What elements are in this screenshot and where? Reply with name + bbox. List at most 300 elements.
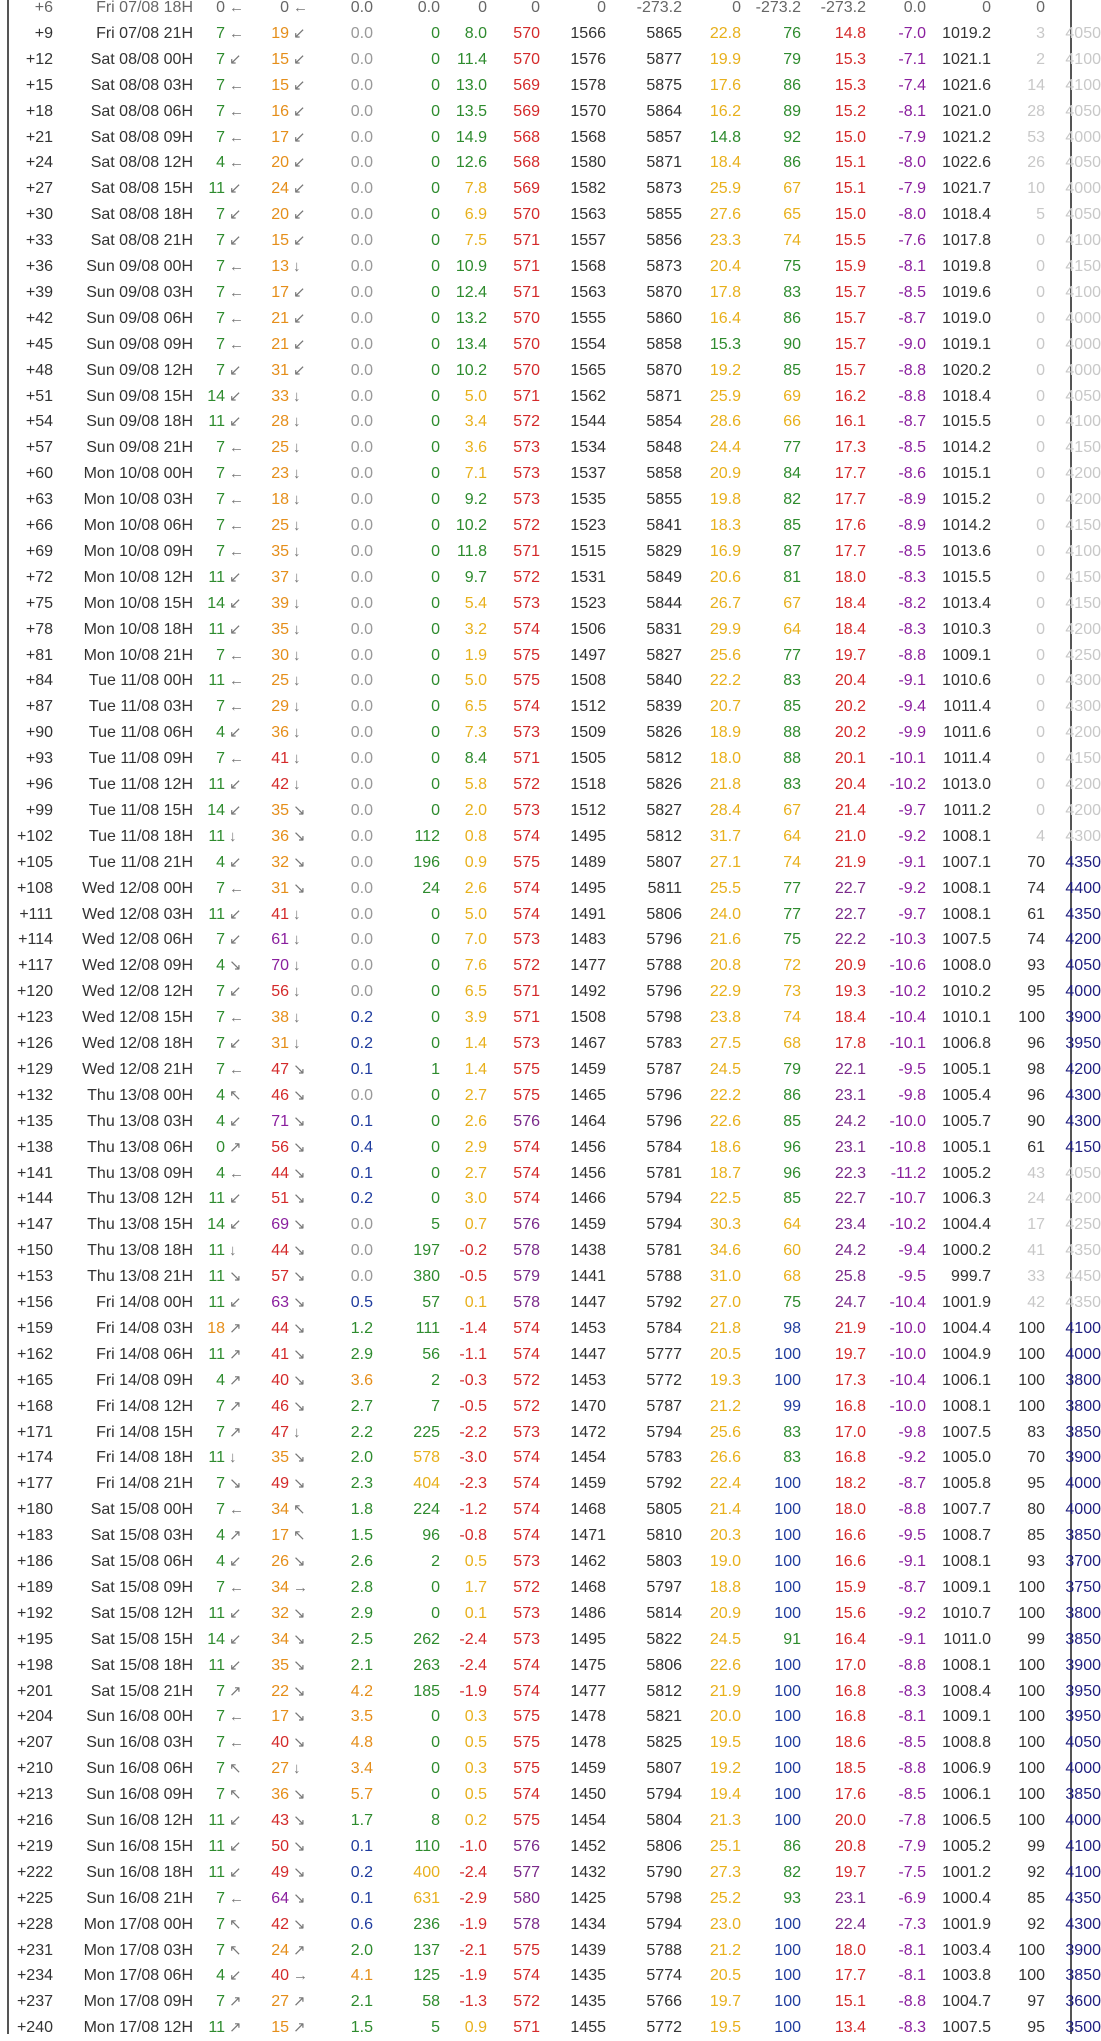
step-cell: +135 xyxy=(16,1112,53,1130)
pressure-cell: 1005.0 xyxy=(942,1449,991,1467)
gust-dir-icon: ↘ xyxy=(293,1242,306,1260)
spread-cell: -10.2 xyxy=(889,1216,926,1234)
temperature-cell: 25.5 xyxy=(709,879,741,897)
thickness-cell: 574 xyxy=(513,827,540,845)
spread-cell: -8.1 xyxy=(898,1708,926,1726)
date-cell: Wed 12/08 18H xyxy=(82,1035,193,1052)
table-row xyxy=(9,280,1101,306)
precipitation-cell: 2.0 xyxy=(350,1449,373,1467)
dewpoint-cell: 21.4 xyxy=(834,801,866,819)
dewpoint-cell: 17.7 xyxy=(834,1967,866,1985)
humidity-cell: 100 xyxy=(774,1656,801,1674)
lifted-index-cell: -1.4 xyxy=(459,1319,487,1337)
lifted-index-cell: 3.9 xyxy=(464,1009,487,1027)
gust-speed-cell: 56 xyxy=(271,983,289,1001)
gust-dir-icon: ↙ xyxy=(293,24,306,42)
gust-speed-cell: 44 xyxy=(271,1319,289,1337)
convection-cell: 631 xyxy=(413,1889,440,1907)
cloud-cover-cell: 92 xyxy=(1027,1915,1045,1933)
step-cell: +18 xyxy=(25,102,53,120)
freezing-level-cell: 4200 xyxy=(1065,1190,1101,1208)
height-850-cell: 1565 xyxy=(570,361,606,379)
gust-speed-cell: 17 xyxy=(271,1527,289,1545)
date-cell: Wed 12/08 03H xyxy=(82,905,193,923)
height-500-cell: 5794 xyxy=(646,1915,682,1933)
temperature-cell: 20.5 xyxy=(709,1967,741,1985)
lifted-index-cell: -2.4 xyxy=(459,1863,487,1881)
thickness-cell: 575 xyxy=(513,853,540,871)
date-cell: Fri 14/08 12H xyxy=(96,1397,193,1415)
table-row xyxy=(9,1730,1101,1756)
gust-dir-icon: ↙ xyxy=(293,232,306,250)
lifted-index-cell: -2.4 xyxy=(459,1630,487,1648)
pressure-cell: 1011.4 xyxy=(943,750,991,768)
lifted-index-cell: 1.4 xyxy=(464,1060,487,1078)
lifted-index-cell: 13.4 xyxy=(455,335,487,353)
height-850-cell: 1489 xyxy=(570,853,606,871)
height-850-cell: 1478 xyxy=(570,1734,606,1752)
gust-dir-icon: → xyxy=(293,1578,308,1596)
pressure-cell: 1003.8 xyxy=(942,1967,991,1985)
gust-speed-cell: 24 xyxy=(271,1941,289,1959)
freezing-level-cell: 3900 xyxy=(1065,1941,1101,1959)
height-850-cell: 1432 xyxy=(570,1863,606,1881)
convection-cell: 24 xyxy=(422,879,440,897)
height-850-cell: 1466 xyxy=(570,1190,606,1208)
freezing-level-cell: 4000 xyxy=(1065,180,1101,198)
dewpoint-cell: 22.4 xyxy=(834,1915,866,1933)
step-cell: +234 xyxy=(16,1967,53,1985)
spread-cell: -10.4 xyxy=(889,1294,926,1311)
precipitation-cell: 0.0 xyxy=(350,387,373,405)
lifted-index-cell: 6.9 xyxy=(464,206,487,224)
date-cell: Wed 12/08 00H xyxy=(82,879,193,897)
thickness-cell: 575 xyxy=(513,1812,540,1829)
table-row xyxy=(9,902,1101,928)
freezing-level-cell: 3800 xyxy=(1065,1604,1101,1622)
cloud-cover-cell: 0 xyxy=(1036,335,1045,353)
height-850-cell: 1477 xyxy=(570,957,606,975)
date-cell: Sat 15/08 12H xyxy=(90,1604,193,1622)
height-850-cell: 1483 xyxy=(570,931,606,949)
pressure-cell: 1015.5 xyxy=(942,413,991,431)
pressure-cell: 1006.1 xyxy=(942,1786,991,1804)
dewpoint-cell: 16.1 xyxy=(834,413,866,431)
spread-cell: -8.7 xyxy=(898,413,926,431)
cloud-cover-cell: 61 xyxy=(1027,905,1045,923)
temperature-cell: 27.1 xyxy=(709,853,741,871)
thickness-cell: 573 xyxy=(513,594,540,612)
humidity-cell: 86 xyxy=(783,309,801,327)
wind-speed-cell: 4 xyxy=(216,154,225,172)
precipitation-cell: 0.0 xyxy=(350,50,373,68)
temperature-cell: 19.3 xyxy=(709,1371,741,1389)
height-500-cell: 5844 xyxy=(646,594,682,612)
gust-speed-cell: 46 xyxy=(271,1397,289,1415)
spread-cell: -9.2 xyxy=(898,827,926,845)
step-cell: +141 xyxy=(16,1164,53,1182)
cloud-cover-cell: 0 xyxy=(1036,439,1045,457)
cloud-cover-cell: 100 xyxy=(1018,1345,1045,1363)
humidity-cell: 100 xyxy=(774,1345,801,1363)
height-850-cell: 1505 xyxy=(570,750,606,768)
gust-speed-cell: 35 xyxy=(271,801,289,819)
wind-speed-cell: 11 xyxy=(208,672,225,690)
gust-speed-cell: 32 xyxy=(271,1604,289,1622)
humidity-cell: 88 xyxy=(783,724,801,742)
precipitation-cell: 0.0 xyxy=(350,853,373,871)
date-cell: Wed 12/08 09H xyxy=(82,957,193,975)
pressure-cell: 1005.8 xyxy=(942,1475,991,1493)
dewpoint-cell: 20.8 xyxy=(834,1837,866,1855)
wind-speed-cell: 7 xyxy=(216,1889,225,1907)
convection-cell: 0 xyxy=(431,258,440,275)
convection-cell: 110 xyxy=(414,1837,440,1855)
lifted-index-cell: 11.8 xyxy=(457,542,487,560)
freezing-level-cell: 4000 xyxy=(1065,983,1101,1001)
dewpoint-cell: 24.7 xyxy=(834,1294,866,1311)
gust-dir-icon: ↓ xyxy=(293,1035,301,1052)
thickness-cell: 578 xyxy=(513,1294,540,1311)
table-row xyxy=(9,1523,1101,1549)
table-row xyxy=(9,1420,1101,1446)
gust-speed-cell: 41 xyxy=(271,750,289,768)
wind-dir-icon: ↙ xyxy=(229,361,242,379)
thickness-cell: 573 xyxy=(513,491,540,509)
freezing-level-cell: 4350 xyxy=(1065,905,1101,923)
humidity-cell: 100 xyxy=(774,1734,801,1752)
table-row xyxy=(9,927,1101,953)
freezing-level-cell: 3850 xyxy=(1065,1423,1101,1441)
height-850-cell: 1512 xyxy=(570,801,606,819)
thickness-cell: 574 xyxy=(513,1682,540,1700)
pressure-cell: 1009.1 xyxy=(942,1708,991,1726)
humidity-cell: 79 xyxy=(783,1060,801,1078)
height-850-cell: 1486 xyxy=(570,1604,606,1622)
height-850-cell: 1554 xyxy=(570,335,606,353)
date-cell: Sat 15/08 00H xyxy=(90,1501,193,1519)
table-row xyxy=(9,306,1101,332)
date-cell: Sat 08/08 15H xyxy=(90,180,193,198)
temperature-cell: 21.8 xyxy=(709,1319,741,1337)
table-row xyxy=(9,254,1101,280)
height-500-cell: 5784 xyxy=(646,1138,682,1156)
freezing-level-cell: 4200 xyxy=(1065,801,1101,819)
pressure-cell: 1011.2 xyxy=(943,801,991,819)
spread-cell: -10.1 xyxy=(889,750,926,768)
lifted-index-cell: 0.1 xyxy=(464,1294,487,1311)
height-500-cell: 5858 xyxy=(646,335,682,353)
thickness-cell: 574 xyxy=(513,905,540,923)
gust-speed-cell: 35 xyxy=(271,620,289,638)
height-500-cell: 5871 xyxy=(646,154,682,172)
freezing-level-cell: 4350 xyxy=(1065,1294,1101,1311)
gust-speed-cell: 37 xyxy=(271,568,289,586)
thickness-cell: 572 xyxy=(513,517,540,534)
freezing-level-cell: 4050 xyxy=(1065,957,1101,975)
thickness-cell: 571 xyxy=(513,1009,540,1027)
pressure-cell: 1019.1 xyxy=(942,335,991,353)
pressure-cell: 1007.1 xyxy=(942,853,991,871)
dewpoint-cell: 18.5 xyxy=(834,1760,866,1778)
convection-cell: 0 xyxy=(431,568,440,586)
wind-dir-icon: ↙ xyxy=(229,1656,242,1674)
wind-dir-icon: ← xyxy=(229,672,244,690)
height-500-cell: 5875 xyxy=(646,76,682,94)
table-row xyxy=(9,1316,1101,1342)
dewpoint-cell: 19.7 xyxy=(834,1345,866,1363)
lifted-index-cell: -0.5 xyxy=(459,1268,487,1286)
step-cell: +60 xyxy=(25,465,53,483)
date-cell: Sun 16/08 18H xyxy=(86,1863,193,1881)
wind-dir-icon: ↗ xyxy=(229,1319,242,1337)
dewpoint-cell: 18.0 xyxy=(834,1941,866,1959)
date-cell: Mon 17/08 03H xyxy=(83,1941,193,1959)
gust-speed-cell: 35 xyxy=(271,542,289,560)
gust-dir-icon: ↖ xyxy=(293,1501,306,1519)
date-cell: Sun 16/08 09H xyxy=(86,1786,193,1804)
wind-dir-icon: ↙ xyxy=(229,1553,242,1570)
spread-cell: -8.6 xyxy=(898,465,926,483)
thickness-cell: 576 xyxy=(513,1112,540,1130)
dewpoint-cell: 18.4 xyxy=(834,1009,866,1027)
convection-cell: 196 xyxy=(413,853,440,871)
date-cell: Thu 13/08 12H xyxy=(87,1190,193,1208)
wind-dir-icon: ← xyxy=(229,465,244,483)
spread-cell: -8.7 xyxy=(898,1578,926,1596)
thickness-cell: 575 xyxy=(513,1941,540,1959)
dewpoint-cell: 20.2 xyxy=(834,724,866,742)
dewpoint-cell: 15.7 xyxy=(834,361,866,379)
precipitation-cell: 0.2 xyxy=(350,1190,373,1208)
gust-speed-cell: 17 xyxy=(271,128,289,146)
lifted-index-cell: 2.9 xyxy=(464,1138,487,1156)
precipitation-cell: 0.0 xyxy=(350,983,373,1001)
wind-dir-icon: ↙ xyxy=(229,1035,242,1052)
temperature-cell: 30.3 xyxy=(709,1216,741,1234)
date-cell: Tue 11/08 12H xyxy=(88,776,193,793)
freezing-level-cell: 4000 xyxy=(1065,1475,1101,1493)
step-cell: +108 xyxy=(16,879,53,897)
gust-speed-cell: 28 xyxy=(271,413,289,431)
spread-cell: -10.6 xyxy=(889,957,926,975)
thickness-cell: 572 xyxy=(513,957,540,975)
step-cell: +213 xyxy=(16,1786,53,1804)
thickness-cell: 570 xyxy=(513,309,540,327)
convection-cell: 0 xyxy=(431,387,440,405)
lifted-index-cell: 13.0 xyxy=(455,76,487,94)
thickness-cell: 574 xyxy=(513,1190,540,1208)
precipitation-cell: 0.0 xyxy=(350,724,373,742)
temperature-cell: 21.2 xyxy=(709,1397,741,1415)
spread-cell: -8.8 xyxy=(898,387,926,405)
wind-speed-cell: 4 xyxy=(216,724,225,742)
table-row xyxy=(9,1212,1101,1238)
gust-dir-icon: ↘ xyxy=(293,1708,306,1726)
gust-speed-cell: 20 xyxy=(271,154,289,172)
gust-speed-cell: 64 xyxy=(271,1889,289,1907)
wind-speed-cell: 11 xyxy=(208,1268,225,1286)
thickness-cell: 570 xyxy=(513,361,540,379)
thickness-cell: 575 xyxy=(513,1086,540,1104)
precipitation-cell: 2.2 xyxy=(350,1423,373,1441)
table-row xyxy=(9,176,1101,202)
dewpoint-cell: 15.9 xyxy=(834,1578,866,1596)
thickness-cell: 574 xyxy=(513,698,540,716)
wind-dir-icon: ← xyxy=(229,283,244,301)
step-cell: +45 xyxy=(25,335,53,353)
gust-speed-cell: 18 xyxy=(271,491,289,509)
humidity-cell: 93 xyxy=(783,1889,801,1907)
temperature-cell: 20.0 xyxy=(709,1708,741,1726)
temperature-cell: 22.8 xyxy=(709,24,741,42)
wind-dir-icon: ↗ xyxy=(229,1682,242,1700)
dewpoint-cell: 20.2 xyxy=(834,698,866,716)
temperature-cell: 19.5 xyxy=(709,2019,741,2037)
freezing-level-cell: 4250 xyxy=(1065,646,1101,664)
lifted-index-cell: 10.2 xyxy=(455,361,487,379)
humidity-cell: 68 xyxy=(783,1035,801,1052)
convection-cell: 0 xyxy=(431,646,440,664)
thickness-cell: 574 xyxy=(513,1345,540,1363)
wind-dir-icon: ↗ xyxy=(229,1527,242,1545)
height-850-cell: 1492 xyxy=(570,983,606,1001)
thickness-cell: 570 xyxy=(513,335,540,353)
lifted-index-cell: 1.4 xyxy=(464,1035,487,1052)
gust-speed-cell: 22 xyxy=(271,1682,289,1700)
gust-dir-icon: ↗ xyxy=(293,1941,306,1959)
precipitation-cell: 0.0 xyxy=(350,309,373,327)
humidity-cell: 100 xyxy=(774,1915,801,1933)
wind-dir-icon: ← xyxy=(229,128,244,146)
date-cell: Fri 07/08 18H xyxy=(96,0,193,16)
precipitation-cell: 0.0 xyxy=(350,1242,373,1260)
freezing-level-cell: 4100 xyxy=(1065,1319,1101,1337)
gust-dir-icon: ↘ xyxy=(293,1553,306,1570)
freezing-level-cell: 4000 xyxy=(1065,335,1101,353)
cloud-cover-cell: 100 xyxy=(1018,1604,1045,1622)
freezing-level-cell: 4200 xyxy=(1065,620,1101,638)
date-cell: Fri 14/08 15H xyxy=(96,1423,193,1441)
cloud-cover-cell: 74 xyxy=(1027,931,1045,949)
spread-cell: -9.5 xyxy=(898,1527,926,1545)
height-500-cell: -273.2 xyxy=(636,0,682,16)
gust-speed-cell: 56 xyxy=(271,1138,289,1156)
convection-cell: 111 xyxy=(415,1319,440,1337)
humidity-cell: 85 xyxy=(783,698,801,716)
freezing-level-cell: 3800 xyxy=(1065,1397,1101,1415)
gust-speed-cell: 20 xyxy=(271,206,289,224)
lifted-index-cell: 3.2 xyxy=(464,620,487,638)
height-500-cell: 5810 xyxy=(646,1527,682,1545)
cloud-cover-cell: 41 xyxy=(1027,1242,1045,1260)
temperature-cell: 20.6 xyxy=(709,568,741,586)
dewpoint-cell: 23.4 xyxy=(834,1216,866,1234)
dewpoint-cell: 16.2 xyxy=(834,387,866,405)
gust-dir-icon: ↓ xyxy=(293,594,301,612)
step-cell: +66 xyxy=(25,517,53,534)
wind-speed-cell: 4 xyxy=(216,1164,225,1182)
height-850-cell: 1566 xyxy=(570,24,606,42)
humidity-cell: 74 xyxy=(783,232,801,250)
height-850-cell: 1523 xyxy=(570,594,606,612)
spread-cell: -7.1 xyxy=(898,50,926,68)
height-500-cell: 5831 xyxy=(646,620,682,638)
wind-dir-icon: ↓ xyxy=(229,1242,237,1260)
step-cell: +30 xyxy=(25,206,53,224)
convection-cell: 0 xyxy=(431,957,440,975)
pressure-cell: 1011.0 xyxy=(943,1630,991,1648)
height-500-cell: 5787 xyxy=(646,1397,682,1415)
convection-cell: 0 xyxy=(431,50,440,68)
wind-dir-icon: ← xyxy=(229,0,244,16)
lifted-index-cell: 14.9 xyxy=(455,128,487,146)
gust-dir-icon: ↘ xyxy=(293,1812,306,1829)
humidity-cell: 86 xyxy=(783,1086,801,1104)
precipitation-cell: 1.5 xyxy=(350,2019,373,2037)
date-cell: Fri 14/08 00H xyxy=(96,1294,193,1311)
precipitation-cell: 0.0 xyxy=(350,102,373,120)
gust-speed-cell: 31 xyxy=(271,361,289,379)
freezing-level-cell: 4200 xyxy=(1065,1060,1101,1078)
height-850-cell: 1531 xyxy=(570,568,606,586)
pressure-cell: 1004.4 xyxy=(942,1216,991,1234)
height-850-cell: 1568 xyxy=(570,128,606,146)
step-cell: +96 xyxy=(25,776,53,793)
height-850-cell: 1509 xyxy=(570,724,606,742)
dewpoint-cell: 14.8 xyxy=(834,24,866,42)
temperature-cell: 27.3 xyxy=(709,1863,741,1881)
lifted-index-cell: -1.1 xyxy=(459,1345,487,1363)
table-row xyxy=(9,539,1101,565)
date-cell: Tue 11/08 03H xyxy=(88,698,193,716)
precipitation-cell: 2.9 xyxy=(350,1345,373,1363)
step-cell: +24 xyxy=(25,154,53,172)
step-cell: +162 xyxy=(16,1345,53,1363)
wind-speed-cell: 7 xyxy=(216,1993,225,2011)
wind-speed-cell: 11 xyxy=(208,905,225,923)
gust-dir-icon: ↓ xyxy=(293,1760,301,1778)
table-row xyxy=(9,1005,1101,1031)
height-500-cell: 5812 xyxy=(646,1682,682,1700)
dewpoint-cell: 20.4 xyxy=(834,776,866,793)
date-cell: Sun 16/08 03H xyxy=(86,1734,193,1752)
table-row xyxy=(9,1886,1101,1912)
table-row xyxy=(9,643,1101,669)
gust-speed-cell: 35 xyxy=(271,1449,289,1467)
precipitation-cell: 0.0 xyxy=(350,905,373,923)
date-cell: Sun 09/08 15H xyxy=(86,387,193,405)
thickness-cell: 574 xyxy=(513,1527,540,1545)
cloud-cover-cell: 0 xyxy=(1036,465,1045,483)
dewpoint-cell: -273.2 xyxy=(820,0,866,16)
cloud-cover-cell: 0 xyxy=(1036,698,1045,716)
dewpoint-cell: 15.0 xyxy=(834,206,866,224)
table-row xyxy=(9,617,1101,643)
gust-dir-icon: ↘ xyxy=(293,1889,306,1907)
step-cell: +21 xyxy=(25,128,53,146)
thickness-cell: 575 xyxy=(513,1760,540,1778)
table-row xyxy=(9,73,1101,99)
convection-cell: 0 xyxy=(431,1190,440,1208)
convection-cell: 0 xyxy=(431,1138,440,1156)
wind-speed-cell: 7 xyxy=(216,1708,225,1726)
cloud-cover-cell: 74 xyxy=(1027,879,1045,897)
table-row xyxy=(9,513,1101,539)
dewpoint-cell: 21.9 xyxy=(834,1319,866,1337)
cloud-cover-cell: 0 xyxy=(1036,517,1045,534)
dewpoint-cell: 16.8 xyxy=(834,1449,866,1467)
